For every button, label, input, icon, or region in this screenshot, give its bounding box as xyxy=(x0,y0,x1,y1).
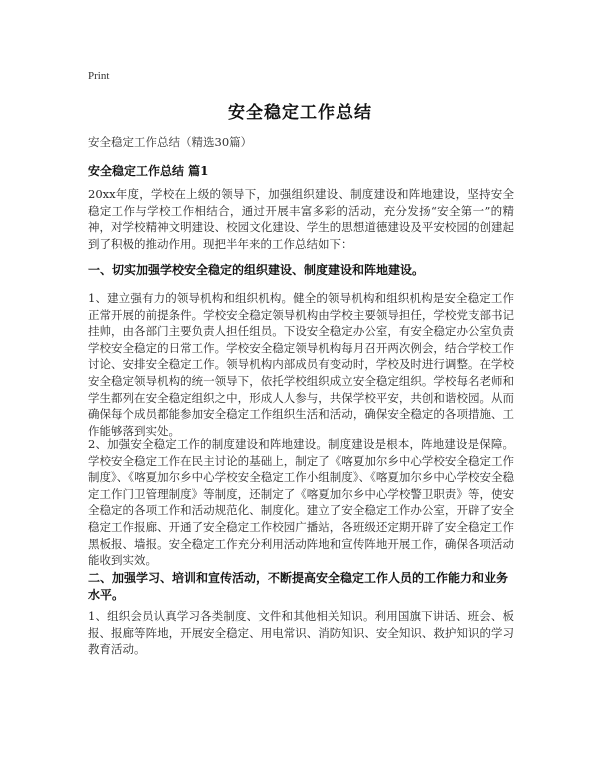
heading-one: 一、切实加强学校安全稳定的组织建设、制度建设和阵地建设。 xyxy=(88,263,425,277)
document-subtitle: 安全稳定工作总结（精选30篇） xyxy=(88,135,253,149)
paragraph-three: 1、组织会员认真学习各类制度、文件和其他相关知识。利用国旗下讲话、班会、板报、报廊等阵地，开展安全稳定、用电常识、消防知识、安全知识、救护知识的学习教育活动。 xyxy=(88,609,514,657)
paragraph-one: 1、建立强有力的领导机构和组织机构。健全的领导机构和组织机构是安全稳定工作正常开展的前提条件。学校安全稳定领导机构由学校主要领导担任，学校党支部书记挂帅，由各部门主要负责人担任组员。下设安全稳定办公室，有安全稳定办公室负责学校安全稳定的日常工作。学校安全稳定领导机构每月召开两次例会，结合学校工作讨论、安排安全稳定工作。领导机构内部成员有变动时，学校及时进行调整。在学校安全稳定领导机构的统一领导下，依托学校组织成立安全稳定组织。学校每名老师和学生都列在安全稳定组织之中，形成人人参与，共保学校平安，共创和谐校园。从而确保每个成员都能参加安全稳定工作组织生活和活动，确保安全稳定的各项措施、工作能够落到实处。 xyxy=(88,291,514,438)
page-title: 安全稳定工作总结 xyxy=(228,103,372,123)
paragraph-two: 2、加强安全稳定工作的制度建设和阵地建设。制度建设是根本，阵地建设是保障。学校安全稳定工作在民主讨论的基础上，制定了《喀夏加尔乡中心学校安全稳定工作制度》、《喀夏加尔乡中心学校安全稳定工作小组制度》、《喀夏加尔乡中心学校安全稳定工作门卫管理制度》等制度，还制定了《喀夏加尔乡中心学校警卫职责》等，使安全稳定的各项工作和活动规范化、制度化。建立了安全稳定工作办公室，开辟了安全稳定工作报廊、开通了安全稳定工作校园广播站，各班级还定期开辟了安全稳定工作黑板报、墙报。安全稳定工作充分利用活动阵地和宣传阵地开展工作，确保各项活动能收到实效。 xyxy=(88,437,514,568)
intro-paragraph: 20xx年度，学校在上级的领导下，加强组织建设、制度建设和阵地建设，坚持安全稳定工作与学校工作相结合，通过开展丰富多彩的活动，充分发扬“安全第一”的精神，对学校精神文明建设、校园文化建设、学生的思想道德建设及平安校园的创建起到了积极的推动作用。现把半年来的工作总结如下： xyxy=(88,187,514,251)
heading-two: 二、加强学习、培训和宣传活动，不断提高安全稳定工作人员的工作能力和业务水平。 xyxy=(88,571,509,602)
section-heading: 安全稳定工作总结 篇1 xyxy=(88,164,209,178)
print-link[interactable]: Print xyxy=(88,70,110,82)
